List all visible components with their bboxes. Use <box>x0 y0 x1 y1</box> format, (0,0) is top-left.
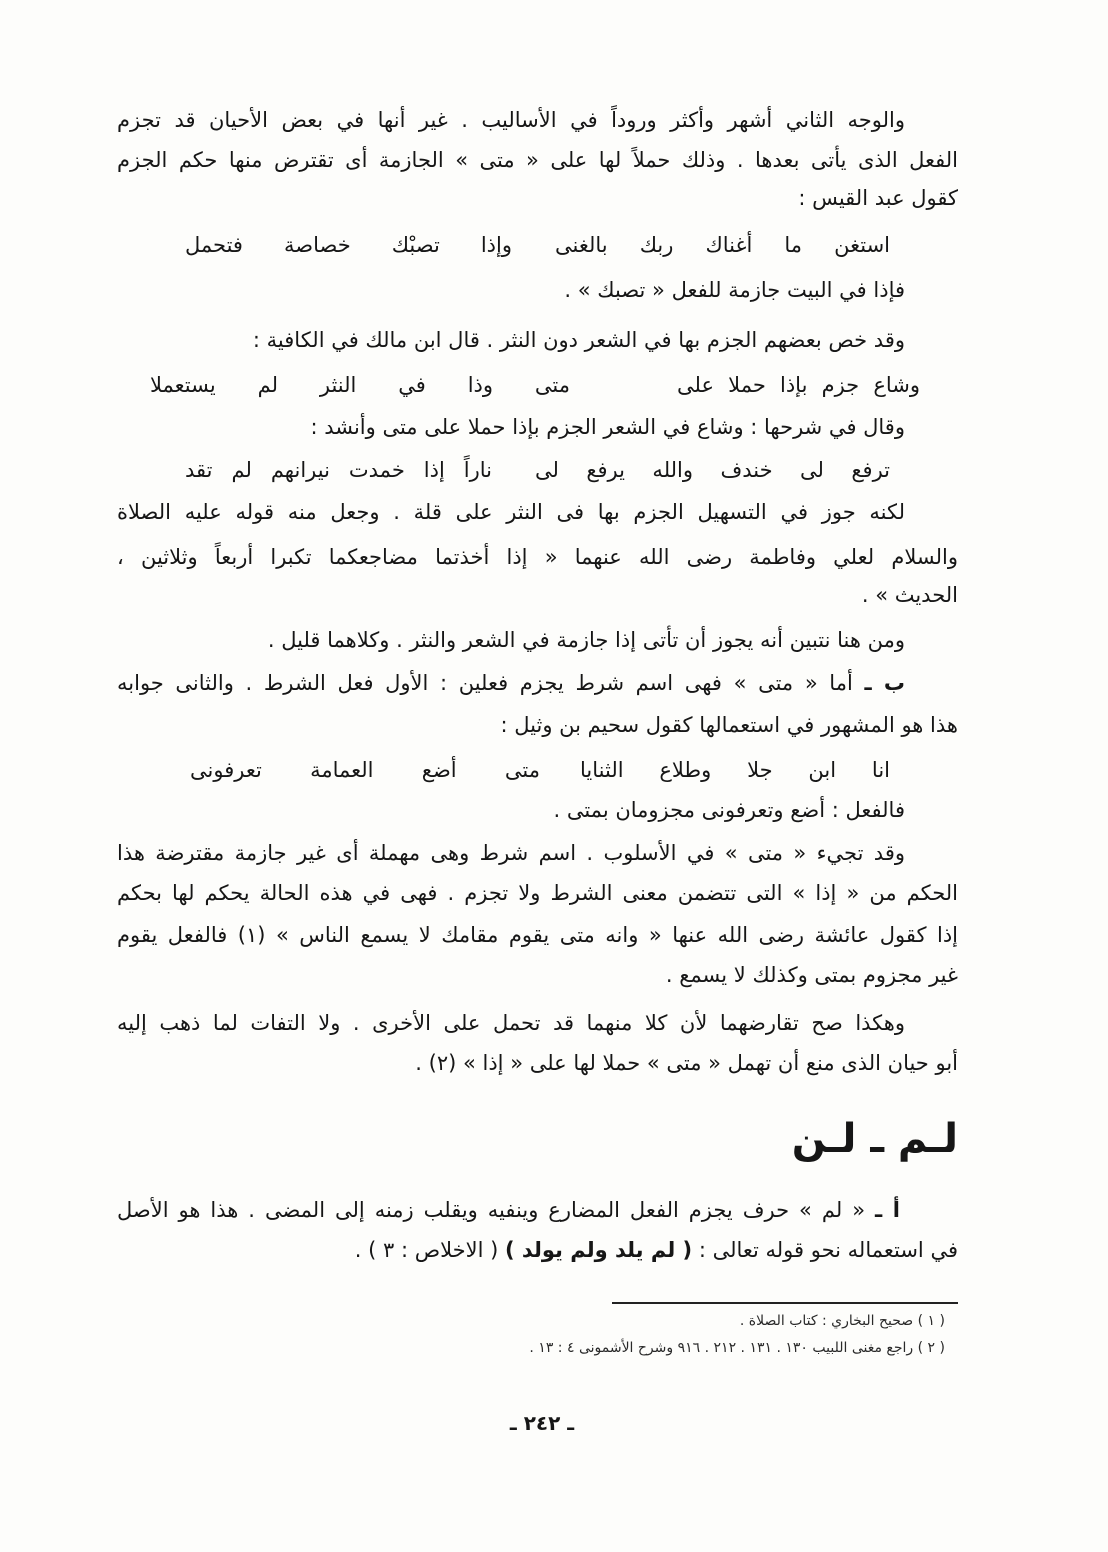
paragraph-line: كقول عبد القيس : <box>798 186 958 210</box>
verse-hemistich-left: متى أضع العمامة تعرفونى <box>190 758 540 782</box>
paragraph-line: فإذا في البيت جازمة للفعل « تصبك » . <box>564 278 905 302</box>
section-heading: لـم ـ لـن <box>791 1116 958 1162</box>
paragraph-line: والسلام لعلي وفاطمة رضى الله عنهما « إذا أخذتما مضاجعكما تكبرا أربعاً وثلاثين ، <box>117 545 958 569</box>
paragraph-line <box>117 1190 900 1230</box>
list-marker: ب ـ <box>864 671 906 695</box>
footnote: ( ٢ ) راجع مغنى اللبيب ١٣٠ . ١٣١ . ٢١٢ . ٩١٦ وشرح الأشمونى ٤ : ١٣ . <box>529 1340 945 1356</box>
verse-hemistich-right: انا ابن جلا وطلاع الثنايا <box>580 758 890 782</box>
verse-hemistich-left: ناراً إذا خمدت نيرانهم لم تقد <box>185 458 492 482</box>
paragraph-line: فالفعل : أضع وتعرفونى مجزومان بمتى . <box>553 798 905 822</box>
citation: ( الاخلاص : ٣ ) . <box>354 1238 499 1262</box>
verse-line <box>0 750 1108 790</box>
paragraph-text: « لم » حرف يجزم الفعل المضارع وينفيه ويقلب زمنه إلى المضى . هذا هو الأصل <box>117 1198 866 1222</box>
list-marker: أ ـ <box>875 1198 900 1222</box>
paragraph-line: هذا هو المشهور في استعمالها كقول سحيم بن وثيل : <box>500 713 958 737</box>
paragraph-line: غير مجزوم بمتى وكذلك لا يسمع . <box>665 963 958 987</box>
paragraph-line: وقد تجيء « متى » في الأسلوب . اسم شرط وهى مهملة أى غير جازمة مقترضة هذا <box>117 841 905 865</box>
verse-hemistich-right: ترفع لى خندف والله يرفع لى <box>535 458 890 482</box>
paragraph-line: أبو حيان الذى منع أن تهمل « متى » حملا لها على « إذا » (٢) . <box>415 1051 958 1075</box>
paragraph-line: ومن هنا نتبين أنه يجوز أن تأتى إذا جازمة في الشعر والنثر . وكلاهما قليل . <box>267 628 905 652</box>
verse-hemistich-right: استغن ما أغناك ربك بالغنى <box>555 233 890 257</box>
paragraph-line <box>117 1230 958 1270</box>
paragraph-line: الحكم من « إذا » التى تتضمن معنى الشرط ولا تجزم . فهى في هذه الحالة يحكم لها بحكم <box>117 881 958 905</box>
paragraph-text: أما « متى » فهى اسم شرط يجزم فعلين : الأول فعل الشرط . والثانى جوابه <box>117 671 853 695</box>
footnote: ( ١ ) صحيح البخاري : كتاب الصلاة . <box>739 1313 945 1329</box>
paragraph-text: في استعماله نحو قوله تعالى : <box>698 1238 958 1262</box>
paragraph-line: الفعل الذى يأتى بعدها . وذلك حملاً لها على « متى » الجازمة أى تقترض منها حكم الجزم <box>117 148 958 172</box>
paragraph-line: وهكذا صح تقارضهما لأن كلا منهما قد تحمل على الأخرى . ولا التفات لما ذهب إليه <box>117 1011 905 1035</box>
paragraph-line: والوجه الثاني أشهر وأكثر وروداً في الأساليب . غير أنها في بعض الأحيان قد تجزم <box>117 108 905 132</box>
verse-hemistich-left: وإذا تصبْك خصاصة فتحمل <box>185 233 512 257</box>
page-number: ـ ٢٤٢ ـ <box>509 1411 575 1435</box>
footnote-separator <box>612 1302 958 1304</box>
verse-line <box>0 225 1108 265</box>
paragraph-line: وقال في شرحها : وشاع في الشعر الجزم بإذا حملا على متى وأنشد : <box>310 415 905 439</box>
paragraph-line: الحديث » . <box>861 583 958 607</box>
paragraph-line: وقد خص بعضهم الجزم بها في الشعر دون النثر . قال ابن مالك في الكافية : <box>252 328 905 352</box>
paragraph-line <box>117 663 905 703</box>
verse-line <box>0 450 1108 490</box>
quran-quote: ( لم يلد ولم يولد ) <box>504 1238 693 1262</box>
verse-line <box>0 365 1108 405</box>
verse-hemistich-right: وشاع جزم بإذا حملا على <box>677 373 920 397</box>
paragraph-line: لكنه جوز في التسهيل الجزم بها فى النثر على قلة . وجعل منه قوله عليه الصلاة <box>117 500 905 524</box>
verse-hemistich-left: متى وذا في النثر لم يستعملا <box>150 373 570 397</box>
paragraph-line: إذا كقول عائشة رضى الله عنها « وانه متى يقوم مقامك لا يسمع الناس » (١) فالفعل يقوم <box>117 923 959 947</box>
